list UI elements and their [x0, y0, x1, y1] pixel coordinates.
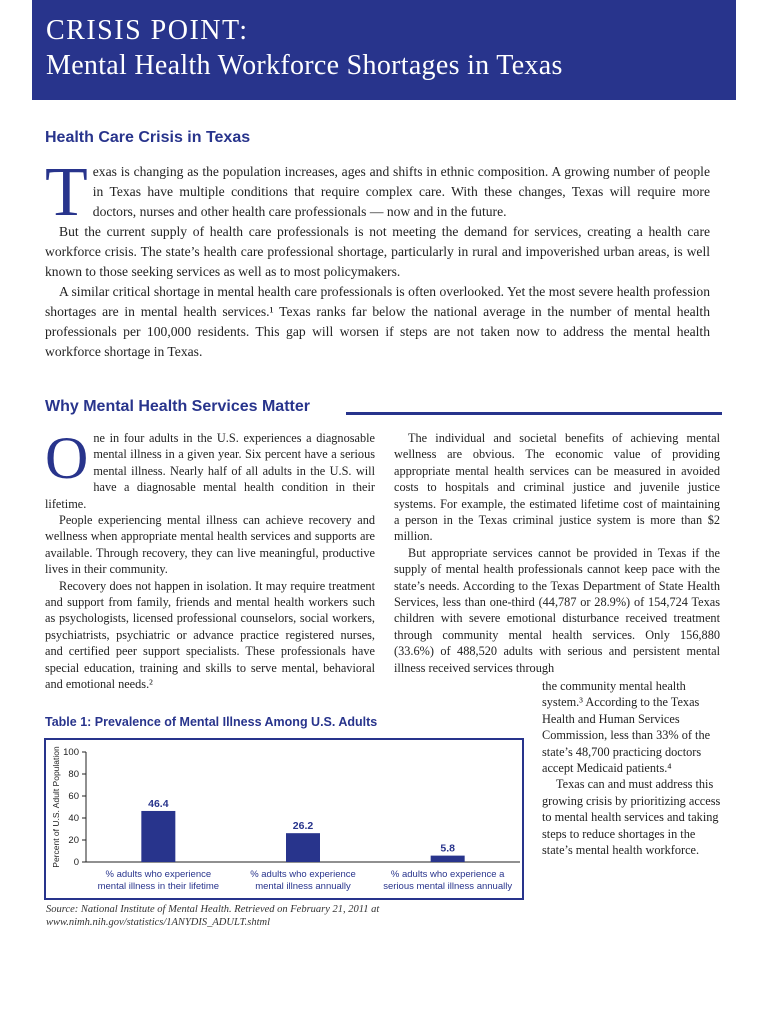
bar	[286, 833, 320, 862]
table-title: Table 1: Prevalence of Mental Illness Among U.S. Adults	[45, 715, 378, 729]
bar	[431, 856, 465, 862]
category-label: % adults who experience a	[390, 869, 505, 880]
drop-cap-t: T	[45, 154, 88, 231]
prevalence-chart	[44, 738, 524, 900]
right-paragraph-2: But appropriate services cannot be provided in Texas if the supply of mental health professionals cannot keep pace with the state’s needs. According to the Texas Department of State Health Services, less than one-third (44,787 or 28.9%) of 154,724 Texas children with severe emotional disturbance received treatment through community mental health services. Only 156,880 (33.6%) of 488,520 adults with serious and persistent mental illness received services through	[394, 545, 720, 675]
narrow-paragraph-1: the community mental health system.³ According to the Texas Health and Human Services Commission, less than 33% of the state’s 48,700 practicing doctors accept Medicaid patients.⁴	[542, 679, 711, 776]
bar-value-label: 46.4	[148, 797, 169, 810]
category-label: % adults who experience	[105, 869, 212, 880]
y-axis-label: Percent of U.S. Adult Population	[51, 746, 61, 868]
section-heading-health-care-crisis: Health Care Crisis in Texas	[45, 129, 251, 146]
y-tick-label: 0	[73, 857, 79, 868]
section1-paragraph-3: A similar critical shortage in mental health care professionals is often overlooked. Yet the most severe health profession shortages are in mental health services.¹ Texas ranks far below the national average in the number of mental health professionals per 100,000 residents. This gap will worsen if steps are not taken now to address the mental health workforce shortage in Texas.	[45, 284, 710, 359]
section1-paragraph-1: Texas is changing as the population increases, ages and shifts in ethnic composition. A growing number of people in Texas have multiple conditions that require complex care. With these changes, Texas will require more doctors, nurses and other health care professionals — now and in the future.	[45, 154, 710, 231]
bar-value-label: 5.8	[440, 842, 455, 855]
section1-body	[45, 154, 710, 362]
bar-value-label: 26.2	[292, 820, 314, 833]
heading-rule	[346, 412, 722, 415]
banner-title: CRISIS POINT:	[46, 15, 249, 46]
table-source: Source: National Institute of Mental Health. Retrieved on February 21, 2011 at www.nimh.nih.gov/statistics/1ANYDIS_ADULT.shtml	[46, 904, 380, 928]
banner-subtitle: Mental Health Workforce Shortages in Texas	[46, 50, 563, 81]
y-tick-label: 60	[68, 791, 79, 802]
category-label: mental illness in their lifetime	[97, 881, 220, 892]
category-label: % adults who experience	[250, 869, 356, 880]
left-paragraph-1: One in four adults in the U.S. experiences a diagnosable mental illness in a given year. Six percent have a serious mental illness. Nearly half of all adults in the U.S. will have a diagnosable mental health condition in their lifetime.	[45, 425, 375, 511]
section1-paragraph-2: But the current supply of health care professionals is not meeting the demand for services, creating a health care workforce crisis. The state’s health care professional shortage, particularly in rural and impoverished urban areas, is well known to those seeking services as well as to most policymakers.	[45, 224, 710, 279]
y-tick-label: 40	[68, 813, 79, 824]
narrow-paragraph-2: Texas can and must address this growing crisis by prioritizing access to mental health services and taking steps to reduce shortages in the state’s mental health workforce.	[542, 777, 721, 858]
prevalence-chart-svg	[46, 740, 522, 898]
bar	[141, 811, 175, 862]
y-tick-label: 100	[63, 747, 79, 758]
category-label: serious mental illness annually	[383, 881, 513, 892]
y-tick-label: 80	[68, 769, 79, 780]
left-paragraph-2: People experiencing mental illness can achieve recovery and wellness when appropriate mental health services and supports are available. Through recovery, they can live meaningful, productive lives in their community.	[45, 513, 375, 577]
section2-narrow-column	[542, 678, 722, 858]
drop-cap-o: O	[45, 425, 89, 491]
category-label: mental illness annually	[255, 881, 351, 892]
section-heading-why-mental-health: Why Mental Health Services Matter	[45, 398, 310, 415]
left-paragraph-3: Recovery does not happen in isolation. It may require treatment and support from family, friends and mental health workers such as psychologists, licensed professional counselors, social workers, psychiatrists, psychiatric or advance practice registered nurses, and certified peer support specialists. These professionals have special education, training and skills to serve mental, behavioral and emotional needs.²	[45, 578, 375, 692]
title-banner	[32, 0, 736, 100]
section2-right-column	[394, 430, 720, 676]
section2-left-column	[45, 425, 375, 693]
y-tick-label: 20	[68, 835, 79, 846]
right-paragraph-1: The individual and societal benefits of achieving mental wellness are obvious. The economic value of providing appropriate mental health services can be measured in avoided costs to hospitals and criminal justice and juvenile justice systems. For example, the estimated lifetime cost of maintaining a person in the Texas criminal justice system is more than $2 million.	[394, 431, 720, 544]
